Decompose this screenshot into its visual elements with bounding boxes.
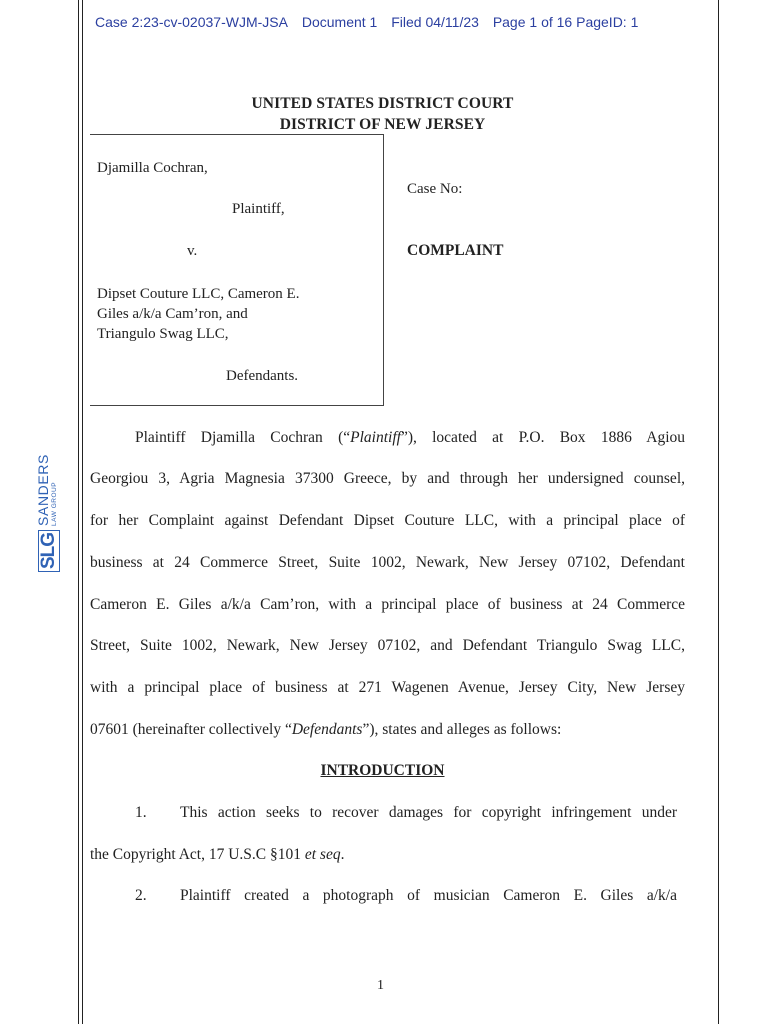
- header-document: Document 1: [301, 14, 378, 30]
- intro-plaintiff-term: Plaintiff: [350, 429, 401, 446]
- intro-line-7: with a principal place of business at 271 Wagenen Avenue, Jersey City, New Jersey: [90, 679, 685, 696]
- intro-line-8-post: ”), states and alleges as follows:: [362, 721, 562, 738]
- right-margin-rule: [718, 0, 719, 1024]
- caption-plaintiff-role: Plaintiff,: [232, 201, 285, 217]
- intro-line-6: Street, Suite 1002, Newark, New Jersey 07102, and Defendant Triangulo Swag LLC,: [90, 637, 685, 654]
- court-name: UNITED STATES DISTRICT COURT: [251, 95, 514, 112]
- header-page-id: Page 1 of 16 PageID: 1: [492, 14, 639, 30]
- header-filed-date: Filed 04/11/23: [391, 14, 479, 30]
- intro-line-8-pre: 07601 (hereinafter collectively “: [90, 721, 292, 738]
- intro-line-2: Georgiou 3, Agria Magnesia 37300 Greece, by and through her undersigned counsel,: [90, 470, 685, 487]
- caption-versus: v.: [187, 243, 198, 259]
- intro-line-3: for her Complaint against Defendant Dipset Couture LLC, with a principal place of: [90, 512, 685, 529]
- caption-plaintiff-name: Djamilla Cochran,: [97, 160, 208, 176]
- paragraph-2-number: 2.: [135, 887, 147, 904]
- paragraph-2-line-1: Plaintiff created a photograph of musician Cameron E. Giles a/k/a: [180, 887, 677, 904]
- logo-subtitle: LAW GROUP: [51, 481, 58, 526]
- paragraph-1-et-seq: et seq: [304, 846, 341, 863]
- logo-mark: SLG: [38, 530, 60, 572]
- intro-line-1-pre: Plaintiff Djamilla Cochran (“: [135, 429, 351, 446]
- intro-line-1-post: ”), located at P.O. Box 1886 Agiou: [400, 429, 685, 446]
- header-case-number: Case 2:23-cv-02037-WJM-JSA: [95, 14, 288, 30]
- caption-defendant-line-1: Dipset Couture LLC, Cameron E.: [97, 286, 300, 302]
- paragraph-1-line-1: This action seeks to recover damages for copyright infringement under: [180, 804, 677, 821]
- intro-line-4: business at 24 Commerce Street, Suite 1002, Newark, New Jersey 07102, Defendant: [90, 554, 685, 571]
- page-number: 1: [377, 978, 384, 993]
- paragraph-1-number: 1.: [135, 804, 147, 821]
- intro-defendants-term: Defendants: [291, 721, 363, 738]
- case-number-label: Case No:: [407, 181, 463, 197]
- caption-defendant-line-3: Triangulo Swag LLC,: [97, 326, 229, 342]
- paragraph-1-line-2-post: .: [340, 846, 345, 863]
- section-heading-introduction: INTRODUCTION: [320, 762, 445, 779]
- intro-line-8: [90, 721, 685, 739]
- court-district: DISTRICT OF NEW JERSEY: [279, 116, 486, 133]
- intro-line-1: [90, 429, 685, 447]
- paragraph-1-line-2-pre: the Copyright Act, 17 U.S.C §101: [90, 846, 305, 863]
- logo-name: SANDERS: [35, 454, 51, 526]
- paragraph-1-line-2: [90, 846, 685, 864]
- document-type: COMPLAINT: [407, 242, 504, 259]
- left-margin-rule: [78, 0, 79, 1024]
- caption-defendant-line-2: Giles a/k/a Cam’ron, and: [97, 306, 248, 322]
- caption-defendants-role: Defendants.: [226, 368, 299, 384]
- ecf-header: [95, 14, 648, 30]
- left-margin-rule-inner: [82, 0, 83, 1024]
- intro-line-5: Cameron E. Giles a/k/a Cam’ron, with a principal place of business at 24 Commerce: [90, 596, 685, 613]
- sanders-law-group-logo: [34, 452, 64, 572]
